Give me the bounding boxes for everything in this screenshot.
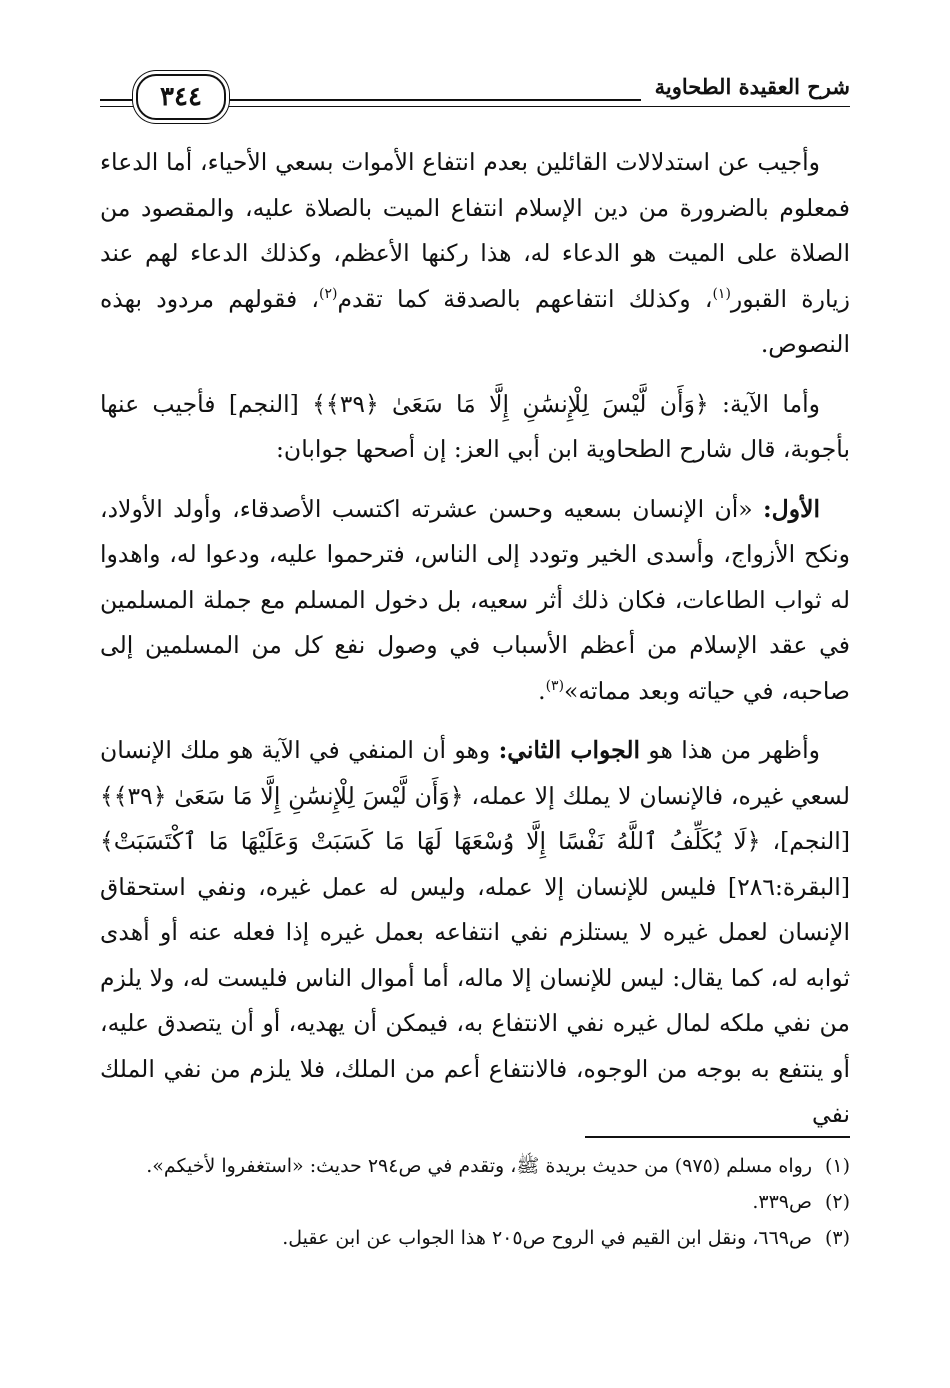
paragraph-1: [100, 140, 850, 368]
paragraph-3: [100, 487, 850, 715]
paragraph-4-start: وأظهر من هذا هو: [648, 736, 820, 764]
quran-verse: ﴿وَأَن لَّيْسَ لِلْإِنسَٰنِ إِلَّا مَا سَعَىٰ ﴿٣٩﴾﴾: [312, 389, 709, 418]
footnote-number: (٣): [824, 1227, 850, 1249]
footnote-text: ص٣٣٩.: [752, 1191, 812, 1213]
paragraph-4-text-2: فليس للإنسان إلا عمله، وليس له عمل غيره، ونفي استحقاق الإنسان لعمل غيره لا يستلزم نفي انتفاعه بعمل غيره إذا فعله عنه أو أهدى ثوابه له، كما يقال: ليس للإنسان إلا ماله، أما أموال الناس فليست له، ولا يلزم من نفي ملكه لمال غيره نفي الانتفاع به، فيمكن أن يهديه، أو أن يتصدق عليه، أو ينتفع به بوجه من الوجوه، فالانتفاع أعم من الملك، فلا يلزم من نفي الملك نفي: [100, 872, 850, 1128]
footnote-ref-3: (٣): [545, 677, 565, 694]
footnote-number: (٢): [824, 1191, 850, 1213]
footnote-3: [100, 1220, 850, 1256]
paragraph-2: [100, 382, 850, 473]
paragraph-1-end: ، فقولهم مردود بهذه النصوص.: [100, 284, 850, 358]
footnote-ref-1: (١): [712, 285, 731, 302]
verse-reference-3: [البقرة:٢٨٦]: [727, 872, 850, 901]
paragraph-4: [100, 728, 850, 1138]
verse-reference: [النجم]: [228, 389, 299, 418]
paragraph-2-rest: فأجيب عنها بأجوبة، قال شارح الطحاوية ابن أبي العز: إن أصحها جوابان:: [100, 389, 850, 463]
paragraph-3-text: «أن الإنسان بسعيه وحسن عشرته اكتسب الأصدقاء، وأولد الأولاد، ونكح الأزواج، وأسدى الخير وتودد إلى الناس، فترحموا عليه، ودعوا له، واهدوا له ثواب الطاعات، فكان ذلك أثر سعيه، بل دخول المسلم مع جملة المسلمين في عقد الإسلام من أعظم الأسباب في وصول نفع كل من المسلمين إلى صاحبه، في حياته وبعد مماته»: [100, 494, 850, 705]
answer-two-label: الجواب الثاني:: [498, 736, 641, 764]
footnote-text: ص٦٦٩، ونقل ابن القيم في الروح ص٢٠٥ هذا الجواب عن ابن عقيل.: [282, 1227, 812, 1249]
page-header: [100, 68, 850, 126]
paragraph-4-text-1: وهو أن المنفي في الآية هو ملك الإنسان لسعي غيره، فالإنسان لا يملك إلا عمله،: [100, 736, 851, 810]
answer-one-label: الأول:: [762, 494, 820, 523]
running-title: شرح العقيدة الطحاوية: [641, 72, 850, 102]
paragraph-2-start: وأما الآية:: [722, 389, 820, 418]
footnote-number: (١): [824, 1155, 850, 1177]
footnote-2: [100, 1184, 850, 1220]
footnote-separator: [585, 1136, 850, 1138]
paragraph-1-text: وأجيب عن استدلالات القائلين بعدم انتفاع الأموات بسعي الأحياء، أما الدعاء فمعلوم بالضرورة من دين الإسلام انتفاع الميت بالصلاة عليه، والمقصود من الصلاة على الميت هو الدعاء له، هذا ركنها الأعظم، وكذلك الدعاء لهم عند زيارة القبور: [100, 148, 851, 313]
footnote-1: [100, 1148, 850, 1184]
quran-verse-2: ﴿وَأَن لَّيْسَ لِلْإِنسَٰنِ إِلَّا مَا سَعَىٰ ﴿٣٩﴾﴾: [100, 781, 464, 810]
verse-reference-2: [النجم]،: [772, 827, 850, 855]
footnote-ref-2: (٢): [319, 285, 338, 302]
main-text: [100, 140, 850, 1152]
paragraph-3-end: .: [538, 676, 546, 705]
footnote-text: رواه مسلم (٩٧٥) من حديث بريدة ﷺ، وتقدم في ص٢٩٤ حديث: «استغفروا لأخيكم».: [146, 1155, 812, 1177]
quran-verse-3: ﴿لَا يُكَلِّفُ ٱللَّهُ نَفْسًا إِلَّا وُسْعَهَا لَهَا مَا كَسَبَتْ وَعَلَيْهَا مَا ٱكْتَسَبَتْ﴾: [100, 827, 761, 855]
paragraph-1-mid: ، وكذلك انتفاعهم بالصدقة كما تقدم: [337, 284, 713, 313]
footnotes: [100, 1148, 850, 1256]
page-number: ٣٤٤: [136, 74, 226, 120]
